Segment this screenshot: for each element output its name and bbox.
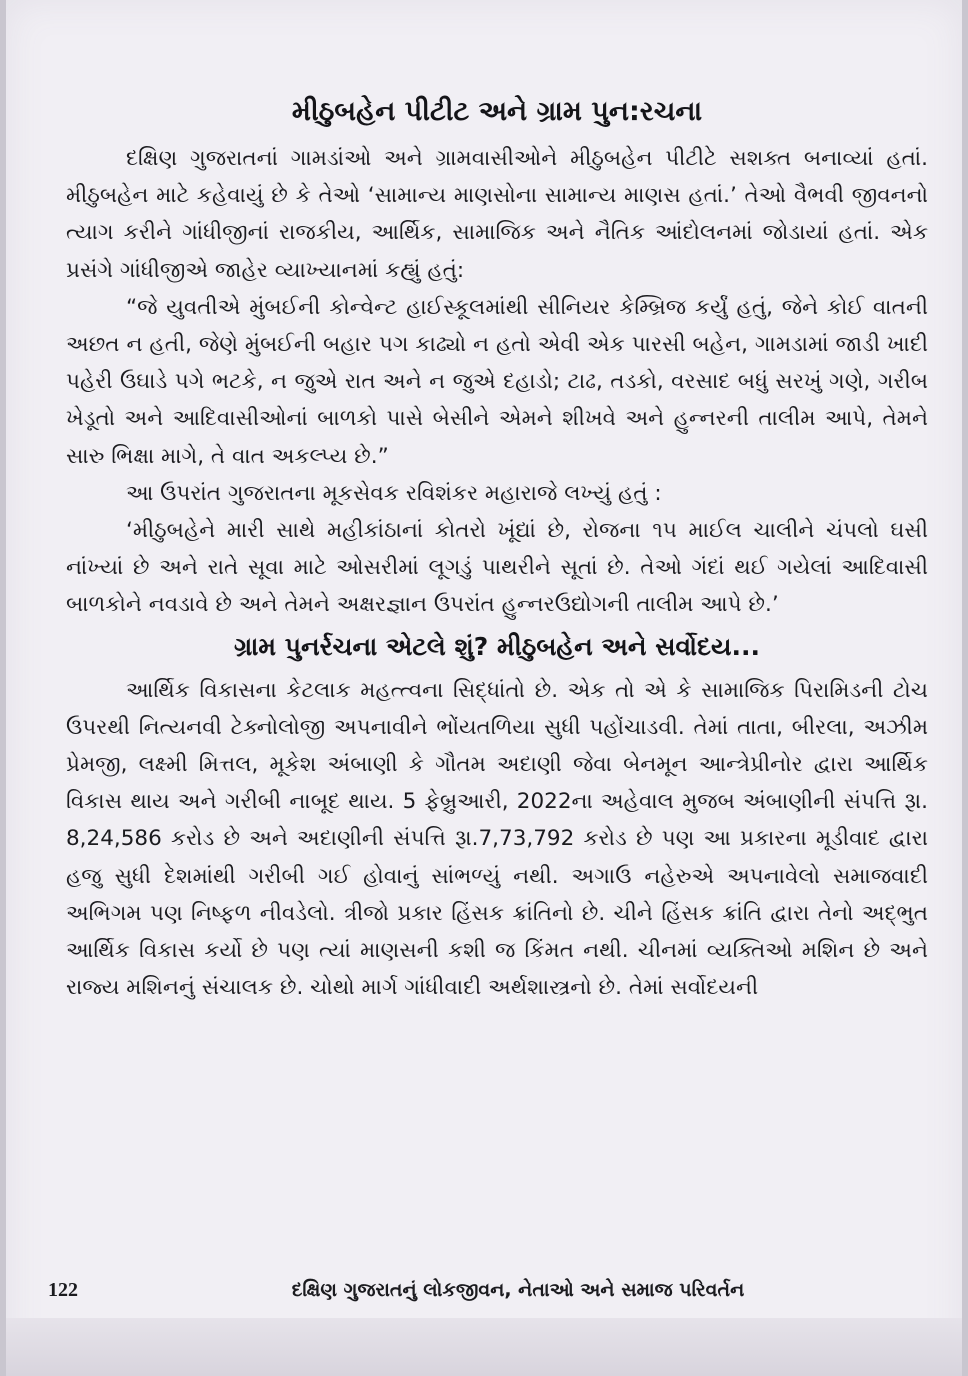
economic-development-paragraph: આર્થિક વિકાસના કેટલાક મહત્ત્વના સિદ્ધાંતો છે. એક તો એ કે સામાજિક પિરામિડની ટોચ ઉપરથી નિત્યનવી ટેક્નોલોજી અપનાવીને ભોંયતળિયા સુધી પહોંચાડવી. તેમાં તાતા, બીરલા, અઝીમ પ્રેમજી, લક્ષ્મી મિત્તલ, મૂકેશ અંબાણી કે ગૌતમ અદાણી જેવા બેનમૂન આન્ત્રેપ્રીનોર દ્વારા આર્થિક વિકાસ થાય અને ગરીબી નાબૂદ થાય. 5 ફેબ્રુઆરી, 2022ના અહેવાલ મુજબ અંબાણીની સંપત્તિ રૂા. 8,24,586 કરોડ છે અને અદાણીની સંપત્તિ રૂા.7,73,792 કરોડ છે પણ આ પ્રકારના મૂડીવાદ દ્વારા હજુ સુધી દેશમાંથી ગરીબી ગઈ હોવાનું સાંભળ્યું નથી. અગાઉ નહેરુએ અપનાવેલો સમાજવાદી અભિગમ પણ નિષ્ફળ નીવડેલો. ત્રીજો પ્રકાર હિંસક ક્રાંતિનો છે. ચીને હિંસક ક્રાંતિ દ્વારા તેનો અદ્ભુત આર્થિક વિકાસ કર્યો છે પણ ત્યાં માણસની કશી જ કિંમત નથી. ચીનમાં વ્યક્તિઓ મશિન છે અને રાજ્ય મશિનનું સંચાલક છે. ચોથો માર્ગ ગાંધીવાદી અર્થશાસ્ત્રનો છે. તેમાં સર્વોદયની — [66, 677, 928, 1001]
running-title: દક્ષિણ ગુજરાતનું લોકજીવન, નેતાઓ અને સમાજ પરિવર્તન — [291, 1279, 745, 1301]
book-page — [6, 0, 962, 1376]
page-bottom-shadow — [6, 1318, 962, 1376]
section-heading: મીઠુબહેન પીટીટ અને ગ્રામ પુન:રચના — [291, 96, 703, 127]
page-content — [66, 92, 928, 1006]
page-footer — [48, 1276, 928, 1306]
ravishankar-quote-paragraph: ‘મીઠુબહેને મારી સાથે મહીકાંઠાનાં કોતરો ખૂંદ્યાં છે, રોજના ૧૫ માઈલ ચાલીને ચંપલો ઘસી નાંખ્યાં છે અને રાતે સૂવા માટે ઓસરીમાં લૂગડું પાથરીને સૂતાં છે. તેઓ ગંદાં થઈ ગયેલાં આદિવાસી બાળકોને નવડાવે છે અને તેમને અક્ષરજ્ઞાન ઉપરાંત હુન્નરઉદ્યોગની તાલીમ આપે છે.’ — [66, 518, 928, 618]
intro-paragraph: દક્ષિણ ગુજરાતનાં ગામડાંઓ અને ગ્રામવાસીઓને મીઠુબહેન પીટીટે સશક્ત બનાવ્યાં હતાં. મીઠુબહેન માટે કહેવાયું છે કે તેઓ ‘સામાન્ય માણસોના સામાન્ય માણસ હતાં.’ તેઓ વૈભવી જીવનનો ત્યાગ કરીને ગાંધીજીનાં રાજકીય, આર્થિક, સામાજિક અને નૈતિક આંદોલનમાં જોડાયાં હતાં. એક પ્રસંગે ગાંધીજીએ જાહેર વ્યાખ્યાનમાં કહ્યું હતું: — [66, 146, 928, 283]
section-subheading: ગ્રામ પુનર્રચના એટલે શું? મીઠુબહેન અને સર્વોદય... — [234, 631, 760, 661]
gandhi-quote-paragraph: “જે યુવતીએ મુંબઈની કોન્વેન્ટ હાઈસ્કૂલમાંથી સીનિયર કેમ્બ્રિજ કર્યું હતું, જેને કોઈ વાતની અછત ન હતી, જેણે મુંબઈની બહાર પગ કાઢ્યો ન હતો એવી એક પારસી બહેન, ગામડામાં જાડી ખાદી પહેરી ઉઘાડે પગે ભટકે, ન જુએ રાત અને ન જુએ દહાડો; ટાઢ, તડકો, વરસાદ બધું સરખું ગણે, ગરીબ ખેડૂતો અને આદિવાસીઓનાં બાળકો પાસે બેસીને એમને શીખવે અને હુન્નરની તાલીમ આપે, તેમને સારુ ભિક્ષા માગે, તે વાત અકલ્પ્ય છે.” — [66, 294, 928, 469]
page-number: 122 — [48, 1279, 78, 1301]
ravishankar-intro-paragraph: આ ઉપરાંત ગુજરાતના મૂકસેવક રવિશંકર મહારાજે લખ્યું હતું : — [126, 480, 662, 506]
